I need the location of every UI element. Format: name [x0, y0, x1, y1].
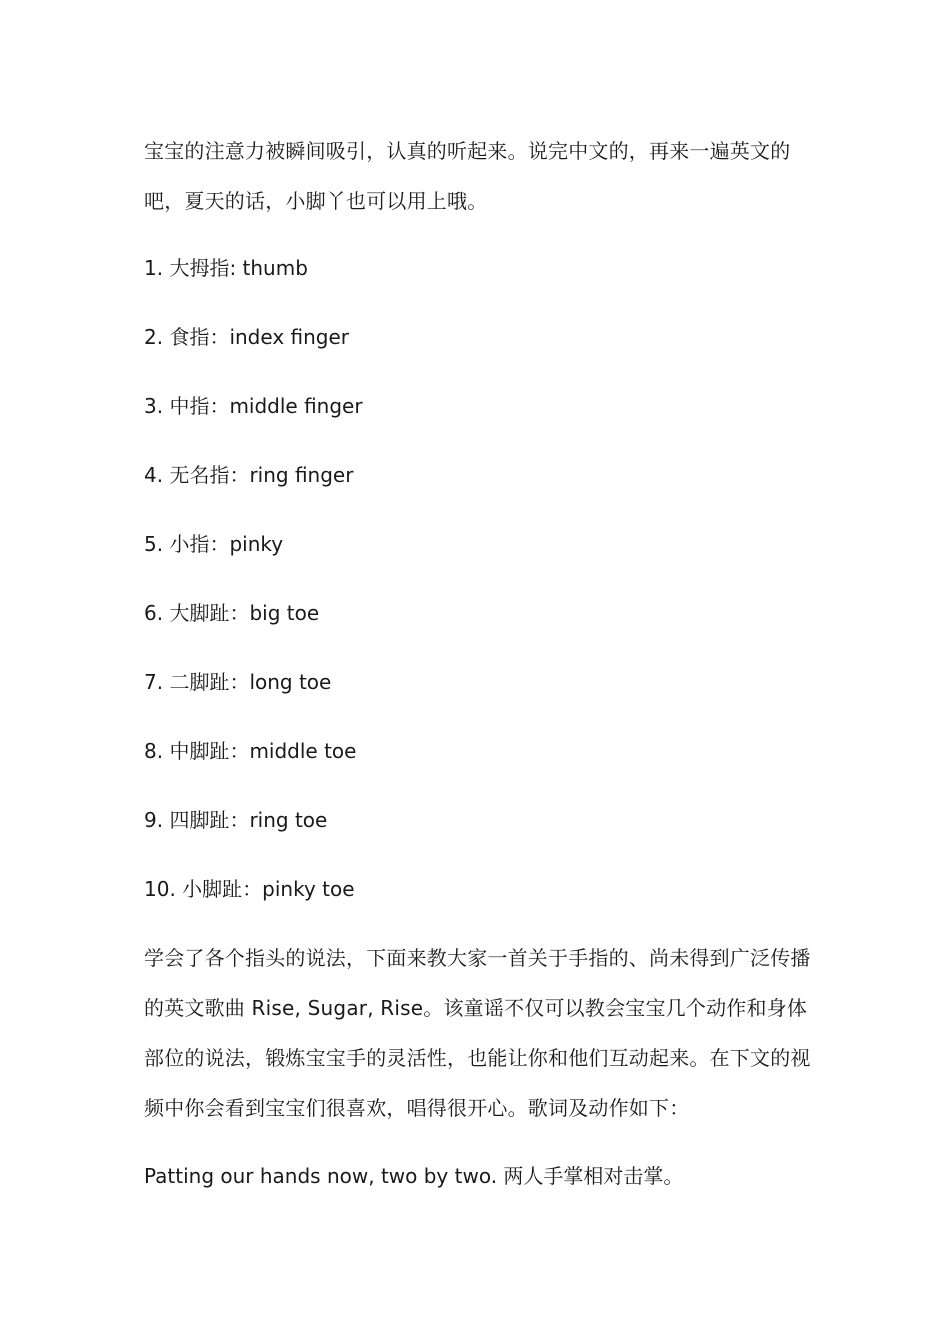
list-item: 7. 二脚趾：long toe	[144, 670, 332, 694]
song-intro-paragraph: 学会了各个指头的说法，下面来教大家一首关于手指的、尚未得到广泛传播的英文歌曲 Rise, Sugar, Rise。该童谣不仅可以教会宝宝几个动作和身体部位的说法，锻炼宝宝手的灵活性，也能让你和他们互动起来。在下文的视频中你会看到宝宝们很喜欢，唱得很开心。歌词及动作如下：	[144, 946, 811, 1120]
list-item: 10. 小脚趾：pinky toe	[144, 877, 355, 901]
list-item: 8. 中脚趾：middle toe	[144, 739, 357, 763]
list-item: 2. 食指：index finger	[144, 325, 350, 349]
list-item: 4. 无名指：ring finger	[144, 463, 354, 487]
lyric-line: Patting our hands now, two by two. 两人手掌相对击掌。	[144, 1164, 684, 1188]
list-item: 1. 大拇指: thumb	[144, 256, 308, 280]
list-item: 9. 四脚趾：ring toe	[144, 808, 328, 832]
intro-paragraph: 宝宝的注意力被瞬间吸引，认真的听起来。说完中文的，再来一遍英文的吧，夏天的话，小脚丫也可以用上哦。	[144, 139, 791, 213]
list-item: 5. 小指：pinky	[144, 532, 284, 556]
list-item: 3. 中指：middle finger	[144, 394, 363, 418]
list-item: 6. 大脚趾：big toe	[144, 601, 320, 625]
